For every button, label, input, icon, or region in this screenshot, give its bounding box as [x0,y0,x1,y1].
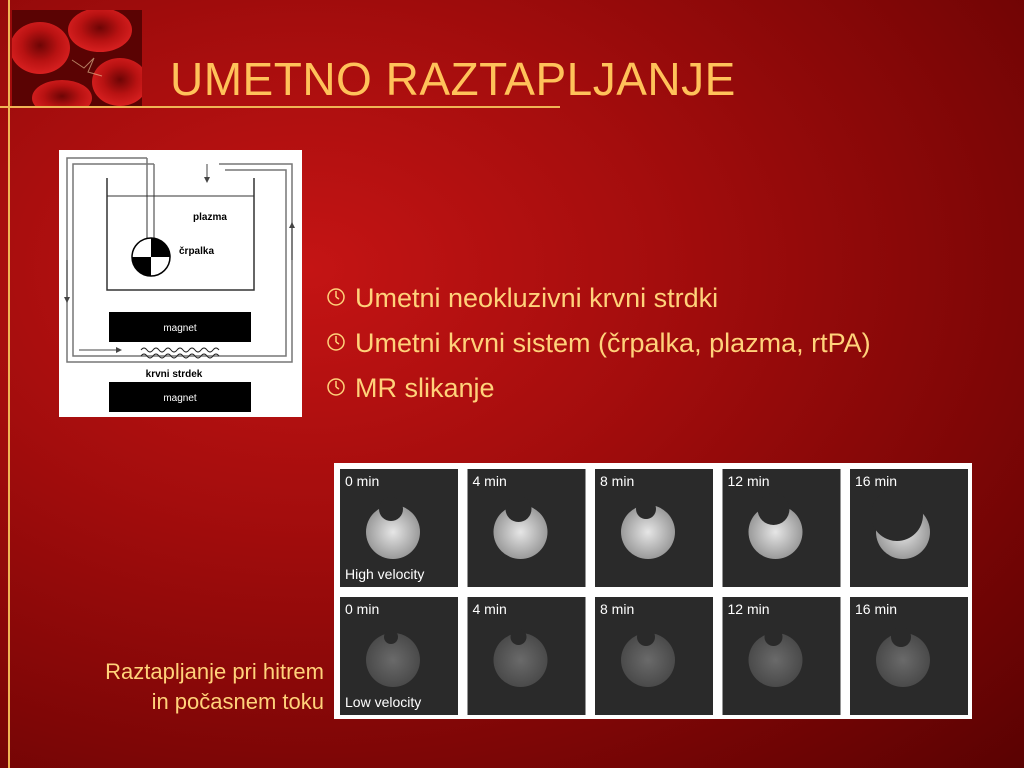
mri-time-label: 8 min [600,473,635,489]
mri-image-grid [334,463,972,719]
mri-cell [340,469,458,587]
bullet-text: MR slikanje [355,373,495,403]
plasma-label: plazma [193,212,227,223]
bullet-text: Umetni neokluzivni krvni strdki [355,283,719,313]
clot-label: krvni strdek [145,369,203,380]
mri-time-label: 12 min [727,473,770,489]
mri-cell [340,597,458,715]
bullet-item [325,323,965,363]
mri-row-label: High velocity [345,566,425,582]
clock-icon [325,286,347,308]
mri-time-label: 8 min [600,601,635,617]
mri-cell [723,469,841,587]
mri-row-label: Low velocity [345,694,422,710]
mri-time-label: 16 min [855,473,898,489]
mri-cell [850,597,968,715]
clock-icon [325,331,347,353]
caption [20,657,324,717]
mri-time-label: 12 min [727,601,770,617]
mri-cell [468,597,586,715]
pump-label: črpalka [179,246,215,257]
bullet-text: Umetni krvni sistem (črpalka, plazma, rtPA) [355,328,871,358]
mri-time-label: 4 min [472,601,507,617]
mri-cell [723,597,841,715]
mri-cell [468,469,586,587]
mri-time-label: 4 min [472,473,507,489]
blood-cells-image [12,10,142,108]
slide-title: UMETNO RAZTAPLJANJE [170,53,736,105]
mri-cell [850,469,968,587]
bullet-item [325,368,965,408]
bullet-item [325,278,965,318]
mri-cell [595,597,713,715]
bullet-list [325,278,965,413]
title-underline [0,106,560,108]
mri-time-label: 0 min [345,601,380,617]
vertical-accent-line [8,0,10,768]
mri-cell [595,469,713,587]
magnet-top-label: magnet [163,323,197,334]
caption-line-2: in počasnem toku [151,689,324,714]
caption-line-1: Raztapljanje pri hitrem [105,659,324,684]
magnet-bottom-label: magnet [163,393,197,404]
mri-time-label: 0 min [345,473,380,489]
clock-icon [325,376,347,398]
mri-time-label: 16 min [855,601,898,617]
pump-diagram [59,150,302,417]
